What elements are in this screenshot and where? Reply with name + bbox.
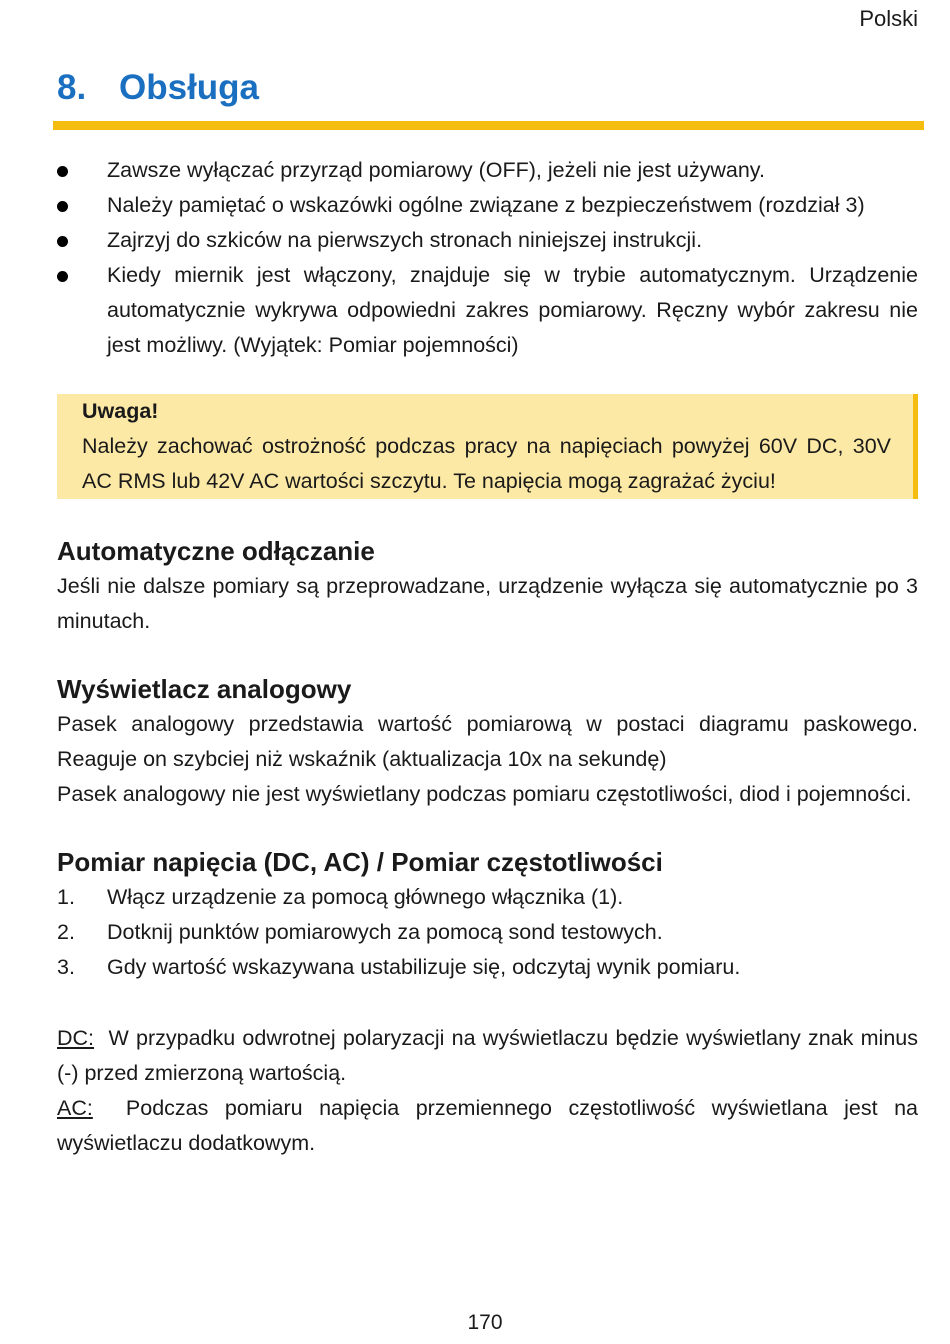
chapter-title: Obsługa [119,68,260,107]
heading-rule [53,121,924,130]
bullet-icon [57,271,68,282]
auto-off-heading: Automatyczne odłączanie [57,536,375,566]
bullet-icon [57,201,68,212]
bullet-text: Należy pamiętać o wskazówki ogólne związane z bezpieczeństwem (rozdział 3) [107,193,865,217]
steps-list [57,880,918,985]
warning-text: Należy zachować ostrożność podczas pracy na napięciach powyżej 60V DC, 30V AC RMS lub 42V AC wartości szczytu. Te napięcia mogą zagrażać życiu! [82,434,891,493]
step-text: Gdy wartość wskazywana ustabilizuje się, odczytaj wynik pomiaru. [107,955,741,979]
list-item [57,915,918,950]
dc-label: DC: [57,1026,95,1050]
ac-text: Podczas pomiaru napięcia przemiennego częstotliwość wyświetlana jest na wyświetlaczu dodatkowym. [57,1096,918,1155]
list-item [57,188,918,223]
bullet-icon [57,236,68,247]
bullet-text: Zajrzyj do szkiców na pierwszych stronach niniejszej instrukcji. [107,228,703,252]
page-content [57,153,918,1161]
step-number: 2. [57,920,75,944]
chapter-heading [57,68,259,108]
ac-paragraph [57,1091,918,1161]
step-number: 3. [57,955,75,979]
dc-text: W przypadku odwrotnej polaryzacji na wyświetlaczu będzie wyświetlany znak minus (-) przed zmierzoną wartością. [57,1026,918,1085]
bullet-list [57,153,918,363]
bullet-icon [57,166,68,177]
ac-label: AC: [57,1096,93,1120]
language-label: Polski [859,6,918,31]
step-text: Dotknij punktów pomiarowych za pomocą sond testowych. [107,920,663,944]
analog-display-heading: Wyświetlacz analogowy [57,674,352,704]
list-item [57,880,918,915]
step-text: Włącz urządzenie za pomocą głównego włącznika (1). [107,885,624,909]
list-item [57,950,918,985]
analog-display-note: Pasek analogowy nie jest wyświetlany podczas pomiaru częstotliwości, diod i pojemności. [57,782,912,806]
voltage-heading: Pomiar napięcia (DC, AC) / Pomiar częstotliwości [57,847,663,877]
analog-display-section [57,671,918,812]
auto-off-text: Jeśli nie dalsze pomiary są przeprowadzane, urządzenie wyłącza się automatycznie po 3 minutach. [57,574,918,633]
bullet-text: Kiedy miernik jest włączony, znajduje się w trybie automatycznym. Urządzenie automatycznie wykrywa odpowiedni zakres pomiarowy. Ręczny wybór zakresu nie jest możliwy. (Wyjątek: Pomiar pojemności) [107,263,918,357]
page-number: 170 [467,1311,503,1334]
bullet-text: Zawsze wyłączać przyrząd pomiarowy (OFF), jeżeli nie jest używany. [107,158,765,182]
warning-title: Uwaga! [82,399,159,423]
dc-paragraph [57,1021,918,1091]
list-item [57,153,918,188]
voltage-section [57,844,918,1161]
analog-display-text: Pasek analogowy przedstawia wartość pomiarową w postaci diagramu paskowego. Reaguje on szybciej niż wskaźnik (aktualizacja 10x na sekundę) [57,712,918,771]
list-item [57,223,918,258]
step-number: 1. [57,885,75,909]
list-item [57,258,918,363]
chapter-number: 8. [57,68,87,107]
warning-box [57,394,918,499]
auto-off-section [57,533,918,639]
